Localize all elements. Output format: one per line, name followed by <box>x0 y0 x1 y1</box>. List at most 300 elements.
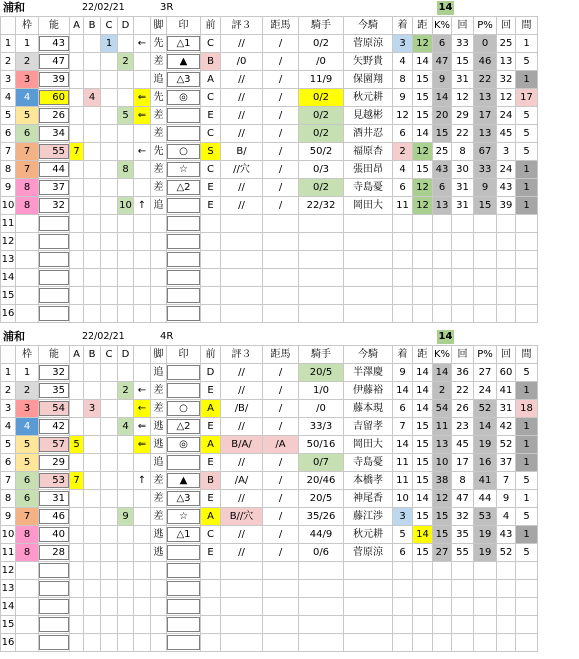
cell-hyo[interactable] <box>221 305 263 323</box>
cell-kp[interactable]: 25 <box>433 143 452 161</box>
cell-d[interactable] <box>118 233 134 251</box>
cell-d[interactable]: 2 <box>118 53 134 71</box>
cell-d[interactable] <box>118 287 134 305</box>
cell-r1[interactable]: 17 <box>452 454 474 472</box>
direction-arrow-icon[interactable]: ↑ <box>134 197 151 215</box>
cell-r2[interactable] <box>497 269 516 287</box>
cell-kon[interactable] <box>344 562 393 580</box>
cell-chaku[interactable]: 2 <box>393 143 413 161</box>
ability-value[interactable] <box>39 635 69 650</box>
cell-kon[interactable]: 藤江渉 <box>344 508 393 526</box>
cell-chaku[interactable] <box>393 305 413 323</box>
cell-chaku[interactable]: 10 <box>393 490 413 508</box>
cell-kan[interactable]: 1 <box>516 526 538 544</box>
cell-arr[interactable] <box>134 179 151 197</box>
cell-mae[interactable]: C <box>201 125 221 143</box>
cell-chaku[interactable]: 4 <box>393 53 413 71</box>
ability-value[interactable]: 46 <box>39 509 69 524</box>
cell-kan[interactable]: 1 <box>516 35 538 53</box>
cell-hyo[interactable]: B//穴 <box>221 508 263 526</box>
cell-kp[interactable]: 11 <box>433 418 452 436</box>
cell-nou[interactable] <box>39 287 70 305</box>
cell-mae[interactable] <box>201 562 221 580</box>
cell-r2[interactable]: 43 <box>497 526 516 544</box>
mark-box[interactable]: ▲ <box>167 54 200 69</box>
ability-value[interactable] <box>39 288 69 303</box>
direction-arrow-icon[interactable]: ← <box>134 143 151 161</box>
cell-jk[interactable] <box>299 562 344 580</box>
cell-shirushi[interactable] <box>167 616 201 634</box>
cell-r1[interactable] <box>452 287 474 305</box>
cell-kyaku[interactable]: 先 <box>151 35 167 53</box>
cell-kp[interactable]: 20 <box>433 107 452 125</box>
cell-jk[interactable]: 50/2 <box>299 143 344 161</box>
direction-arrow-icon[interactable]: ← <box>134 35 151 53</box>
cell-r2[interactable]: 3 <box>497 143 516 161</box>
cell-a[interactable]: 7 <box>70 472 84 490</box>
cell-a[interactable] <box>70 616 84 634</box>
ability-value[interactable]: 39 <box>39 72 69 87</box>
cell-b[interactable] <box>84 305 101 323</box>
cell-pp[interactable]: 53 <box>474 508 497 526</box>
cell-kyori[interactable]: 12 <box>413 143 433 161</box>
cell-b[interactable]: 3 <box>84 400 101 418</box>
cell-a[interactable] <box>70 364 84 382</box>
cell-kan[interactable] <box>516 215 538 233</box>
cell-kyoba[interactable] <box>263 562 299 580</box>
ability-value[interactable] <box>39 216 69 231</box>
cell-kon[interactable]: 寺島憂 <box>344 454 393 472</box>
cell-b[interactable] <box>84 598 101 616</box>
cell-nou[interactable] <box>39 616 70 634</box>
table-row[interactable] <box>1 233 538 251</box>
cell-c[interactable] <box>101 508 118 526</box>
cell-jk[interactable]: 20/46 <box>299 472 344 490</box>
cell-r1[interactable]: 32 <box>452 508 474 526</box>
cell-kp[interactable] <box>433 251 452 269</box>
table-row[interactable] <box>1 35 538 53</box>
cell-nou[interactable] <box>39 305 70 323</box>
cell-chaku[interactable] <box>393 215 413 233</box>
cell-kyaku[interactable]: 先 <box>151 89 167 107</box>
cell-jk[interactable]: 0/2 <box>299 125 344 143</box>
mark-box[interactable]: ◎ <box>167 90 200 105</box>
cell-kp[interactable] <box>433 233 452 251</box>
cell-kon[interactable]: 藤本現 <box>344 400 393 418</box>
cell-kon[interactable]: 岡田大 <box>344 197 393 215</box>
cell-arr[interactable] <box>134 490 151 508</box>
cell-mae[interactable]: A <box>201 400 221 418</box>
cell-chaku[interactable] <box>393 580 413 598</box>
cell-jk[interactable]: 0/2 <box>299 179 344 197</box>
cell-b[interactable] <box>84 287 101 305</box>
table-row[interactable] <box>1 508 538 526</box>
cell-r2[interactable]: 41 <box>497 382 516 400</box>
table-row[interactable] <box>1 436 538 454</box>
cell-hyo[interactable]: // <box>221 490 263 508</box>
cell-arr[interactable] <box>134 71 151 89</box>
table-row[interactable] <box>1 251 538 269</box>
cell-a[interactable] <box>70 179 84 197</box>
cell-kon[interactable] <box>344 598 393 616</box>
cell-r1[interactable] <box>452 580 474 598</box>
cell-d[interactable] <box>118 400 134 418</box>
cell-nou[interactable] <box>39 544 70 562</box>
ability-value[interactable]: 54 <box>39 401 69 416</box>
cell-kyaku[interactable] <box>151 215 167 233</box>
ability-value[interactable]: 40 <box>39 527 69 542</box>
cell-r2[interactable]: 4 <box>497 508 516 526</box>
cell-c[interactable] <box>101 125 118 143</box>
cell-b[interactable] <box>84 472 101 490</box>
cell-c[interactable] <box>101 269 118 287</box>
cell-r1[interactable] <box>452 269 474 287</box>
cell-kyoba[interactable] <box>263 580 299 598</box>
cell-chaku[interactable]: 6 <box>393 544 413 562</box>
table-row[interactable] <box>1 179 538 197</box>
cell-nou[interactable] <box>39 161 70 179</box>
cell-nou[interactable] <box>39 107 70 125</box>
cell-mae[interactable] <box>201 215 221 233</box>
ability-value[interactable]: 47 <box>39 54 69 69</box>
mark-box[interactable]: △3 <box>167 491 200 506</box>
cell-kan[interactable]: 5 <box>516 508 538 526</box>
cell-mae[interactable] <box>201 305 221 323</box>
cell-mae[interactable]: C <box>201 35 221 53</box>
cell-kyoba[interactable]: / <box>263 364 299 382</box>
cell-c[interactable] <box>101 179 118 197</box>
cell-c[interactable] <box>101 472 118 490</box>
cell-mae[interactable]: B <box>201 472 221 490</box>
cell-r2[interactable]: 25 <box>497 35 516 53</box>
cell-kyori[interactable] <box>413 616 433 634</box>
cell-shirushi[interactable] <box>167 305 201 323</box>
cell-a[interactable] <box>70 233 84 251</box>
cell-arr[interactable] <box>134 269 151 287</box>
cell-kyoba[interactable] <box>263 251 299 269</box>
cell-kyoba[interactable]: / <box>263 544 299 562</box>
cell-nou[interactable] <box>39 251 70 269</box>
ability-value[interactable] <box>39 270 69 285</box>
cell-kp[interactable] <box>433 634 452 652</box>
cell-r1[interactable]: 26 <box>452 400 474 418</box>
cell-mae[interactable]: E <box>201 544 221 562</box>
cell-b[interactable] <box>84 580 101 598</box>
cell-kyaku[interactable]: 差 <box>151 161 167 179</box>
waku-number[interactable]: 8 <box>16 197 39 215</box>
cell-d[interactable]: 4 <box>118 418 134 436</box>
cell-kyaku[interactable]: 差 <box>151 53 167 71</box>
cell-kon[interactable] <box>344 580 393 598</box>
cell-kyori[interactable]: 15 <box>413 107 433 125</box>
cell-shirushi[interactable] <box>167 418 201 436</box>
mark-box[interactable] <box>167 635 200 650</box>
cell-c[interactable] <box>101 382 118 400</box>
cell-mae[interactable]: E <box>201 382 221 400</box>
cell-shirushi[interactable] <box>167 161 201 179</box>
ability-value[interactable]: 31 <box>39 491 69 506</box>
cell-b[interactable] <box>84 418 101 436</box>
cell-kon[interactable]: 保園翔 <box>344 71 393 89</box>
cell-d[interactable] <box>118 269 134 287</box>
cell-pp[interactable]: 41 <box>474 472 497 490</box>
cell-shirushi[interactable] <box>167 269 201 287</box>
cell-kyoba[interactable] <box>263 233 299 251</box>
table-row[interactable] <box>1 634 538 652</box>
cell-nou[interactable] <box>39 89 70 107</box>
cell-arr[interactable] <box>134 598 151 616</box>
cell-hyo[interactable]: // <box>221 526 263 544</box>
cell-hyo[interactable]: // <box>221 418 263 436</box>
cell-pp[interactable] <box>474 616 497 634</box>
cell-r1[interactable]: 31 <box>452 71 474 89</box>
cell-kyori[interactable]: 14 <box>413 526 433 544</box>
cell-kyaku[interactable] <box>151 580 167 598</box>
cell-r2[interactable] <box>497 305 516 323</box>
table-row[interactable] <box>1 287 538 305</box>
cell-r2[interactable] <box>497 598 516 616</box>
cell-b[interactable] <box>84 161 101 179</box>
cell-b[interactable] <box>84 251 101 269</box>
cell-nou[interactable] <box>39 508 70 526</box>
cell-kan[interactable]: 5 <box>516 472 538 490</box>
cell-pp[interactable]: 33 <box>474 161 497 179</box>
cell-r2[interactable]: 52 <box>497 544 516 562</box>
cell-r2[interactable]: 45 <box>497 125 516 143</box>
waku-number[interactable]: 5 <box>16 454 39 472</box>
waku-number[interactable]: 3 <box>16 71 39 89</box>
cell-r2[interactable]: 43 <box>497 179 516 197</box>
ability-value[interactable] <box>39 252 69 267</box>
waku-number[interactable]: 5 <box>16 436 39 454</box>
cell-shirushi[interactable] <box>167 89 201 107</box>
waku-number[interactable] <box>16 634 39 652</box>
cell-kan[interactable]: 1 <box>516 197 538 215</box>
cell-kp[interactable] <box>433 616 452 634</box>
cell-chaku[interactable] <box>393 287 413 305</box>
cell-kp[interactable]: 14 <box>433 89 452 107</box>
cell-r2[interactable] <box>497 233 516 251</box>
cell-c[interactable] <box>101 490 118 508</box>
waku-number[interactable] <box>16 233 39 251</box>
cell-nou[interactable] <box>39 580 70 598</box>
cell-nou[interactable] <box>39 526 70 544</box>
waku-number[interactable]: 7 <box>16 161 39 179</box>
mark-box[interactable]: ○ <box>167 401 200 416</box>
table-row[interactable] <box>1 490 538 508</box>
cell-arr[interactable] <box>134 305 151 323</box>
cell-jk[interactable]: /0 <box>299 53 344 71</box>
cell-c[interactable] <box>101 598 118 616</box>
cell-kan[interactable]: 5 <box>516 143 538 161</box>
cell-pp[interactable]: 52 <box>474 400 497 418</box>
cell-kan[interactable]: 5 <box>516 544 538 562</box>
cell-r1[interactable]: 55 <box>452 544 474 562</box>
cell-kyoba[interactable]: / <box>263 89 299 107</box>
cell-pp[interactable]: 19 <box>474 526 497 544</box>
cell-chaku[interactable]: 11 <box>393 472 413 490</box>
cell-c[interactable] <box>101 89 118 107</box>
table-row[interactable] <box>1 107 538 125</box>
cell-arr[interactable] <box>134 53 151 71</box>
cell-r2[interactable]: 12 <box>497 89 516 107</box>
cell-a[interactable] <box>70 35 84 53</box>
cell-r2[interactable]: 24 <box>497 161 516 179</box>
cell-kan[interactable]: 1 <box>516 418 538 436</box>
cell-d[interactable] <box>118 71 134 89</box>
cell-hyo[interactable] <box>221 215 263 233</box>
cell-d[interactable] <box>118 436 134 454</box>
cell-kyaku[interactable]: 逃 <box>151 544 167 562</box>
cell-r2[interactable] <box>497 215 516 233</box>
cell-a[interactable] <box>70 251 84 269</box>
cell-jk[interactable]: 1/0 <box>299 382 344 400</box>
mark-box[interactable] <box>167 365 200 380</box>
cell-kyaku[interactable] <box>151 233 167 251</box>
cell-kon[interactable]: 岡田大 <box>344 436 393 454</box>
cell-arr[interactable] <box>134 161 151 179</box>
cell-a[interactable] <box>70 580 84 598</box>
cell-chaku[interactable]: 8 <box>393 71 413 89</box>
cell-chaku[interactable]: 11 <box>393 197 413 215</box>
cell-chaku[interactable] <box>393 598 413 616</box>
waku-number[interactable]: 6 <box>16 490 39 508</box>
cell-a[interactable] <box>70 89 84 107</box>
mark-box[interactable]: △1 <box>167 527 200 542</box>
cell-a[interactable] <box>70 269 84 287</box>
cell-kyaku[interactable]: 差 <box>151 125 167 143</box>
ability-value[interactable] <box>39 581 69 596</box>
cell-mae[interactable]: A <box>201 71 221 89</box>
cell-b[interactable] <box>84 616 101 634</box>
cell-kyori[interactable] <box>413 287 433 305</box>
cell-pp[interactable]: 44 <box>474 490 497 508</box>
cell-shirushi[interactable] <box>167 107 201 125</box>
cell-jk[interactable]: 35/26 <box>299 508 344 526</box>
cell-pp[interactable] <box>474 215 497 233</box>
cell-jk[interactable]: 22/32 <box>299 197 344 215</box>
cell-kyaku[interactable] <box>151 616 167 634</box>
cell-mae[interactable] <box>201 251 221 269</box>
waku-number[interactable]: 2 <box>16 53 39 71</box>
cell-r2[interactable] <box>497 251 516 269</box>
cell-kyori[interactable] <box>413 580 433 598</box>
cell-shirushi[interactable] <box>167 197 201 215</box>
cell-nou[interactable] <box>39 472 70 490</box>
cell-kon[interactable]: 秋元耕 <box>344 526 393 544</box>
cell-kyori[interactable] <box>413 233 433 251</box>
cell-kan[interactable] <box>516 233 538 251</box>
cell-kyoba[interactable] <box>263 598 299 616</box>
cell-kon[interactable] <box>344 215 393 233</box>
cell-chaku[interactable] <box>393 269 413 287</box>
cell-a[interactable] <box>70 287 84 305</box>
cell-r1[interactable] <box>452 215 474 233</box>
cell-shirushi[interactable] <box>167 125 201 143</box>
cell-a[interactable] <box>70 161 84 179</box>
ability-value[interactable]: 55 <box>39 144 69 159</box>
cell-d[interactable] <box>118 143 134 161</box>
cell-kyaku[interactable]: 追 <box>151 454 167 472</box>
cell-mae[interactable] <box>201 287 221 305</box>
cell-b[interactable] <box>84 125 101 143</box>
cell-kp[interactable] <box>433 215 452 233</box>
cell-nou[interactable] <box>39 179 70 197</box>
cell-arr[interactable] <box>134 562 151 580</box>
cell-chaku[interactable]: 3 <box>393 35 413 53</box>
cell-pp[interactable]: 19 <box>474 544 497 562</box>
mark-box[interactable]: △2 <box>167 419 200 434</box>
cell-c[interactable] <box>101 436 118 454</box>
cell-kyaku[interactable] <box>151 598 167 616</box>
waku-number[interactable] <box>16 251 39 269</box>
cell-shirushi[interactable] <box>167 508 201 526</box>
table-row[interactable] <box>1 305 538 323</box>
cell-kp[interactable] <box>433 598 452 616</box>
mark-box[interactable] <box>167 126 200 141</box>
table-row[interactable] <box>1 400 538 418</box>
cell-b[interactable] <box>84 490 101 508</box>
cell-kan[interactable] <box>516 616 538 634</box>
cell-r1[interactable]: 22 <box>452 125 474 143</box>
cell-mae[interactable]: D <box>201 364 221 382</box>
cell-kp[interactable]: 54 <box>433 400 452 418</box>
cell-jk[interactable]: 20/5 <box>299 364 344 382</box>
cell-a[interactable] <box>70 71 84 89</box>
cell-shirushi[interactable] <box>167 53 201 71</box>
cell-r2[interactable] <box>497 616 516 634</box>
cell-r1[interactable]: 8 <box>452 472 474 490</box>
cell-mae[interactable]: E <box>201 179 221 197</box>
mark-box[interactable] <box>167 581 200 596</box>
cell-kan[interactable] <box>516 287 538 305</box>
cell-kyoba[interactable]: / <box>263 526 299 544</box>
cell-kon[interactable]: 半澤慶 <box>344 364 393 382</box>
cell-r2[interactable]: 60 <box>497 364 516 382</box>
cell-kyoba[interactable]: / <box>263 107 299 125</box>
table-row[interactable] <box>1 580 538 598</box>
cell-kp[interactable]: 15 <box>433 125 452 143</box>
cell-pp[interactable]: 13 <box>474 89 497 107</box>
cell-kyoba[interactable]: / <box>263 71 299 89</box>
cell-kyoba[interactable]: / <box>263 418 299 436</box>
cell-nou[interactable] <box>39 71 70 89</box>
cell-arr[interactable] <box>134 287 151 305</box>
cell-c[interactable] <box>101 53 118 71</box>
cell-kan[interactable]: 1 <box>516 382 538 400</box>
cell-arr[interactable] <box>134 526 151 544</box>
cell-hyo[interactable]: /A/ <box>221 472 263 490</box>
cell-c[interactable] <box>101 544 118 562</box>
cell-r1[interactable]: 22 <box>452 382 474 400</box>
cell-mae[interactable] <box>201 598 221 616</box>
cell-kyoba[interactable]: / <box>263 197 299 215</box>
cell-mae[interactable]: E <box>201 490 221 508</box>
cell-nou[interactable] <box>39 436 70 454</box>
waku-number[interactable] <box>16 287 39 305</box>
cell-kyori[interactable]: 15 <box>413 472 433 490</box>
cell-kyori[interactable] <box>413 562 433 580</box>
cell-pp[interactable]: 22 <box>474 71 497 89</box>
cell-pp[interactable]: 9 <box>474 179 497 197</box>
cell-d[interactable] <box>118 472 134 490</box>
table-row[interactable] <box>1 89 538 107</box>
cell-jk[interactable] <box>299 287 344 305</box>
cell-jk[interactable]: /0 <box>299 400 344 418</box>
cell-b[interactable] <box>84 35 101 53</box>
cell-shirushi[interactable] <box>167 436 201 454</box>
cell-c[interactable] <box>101 305 118 323</box>
